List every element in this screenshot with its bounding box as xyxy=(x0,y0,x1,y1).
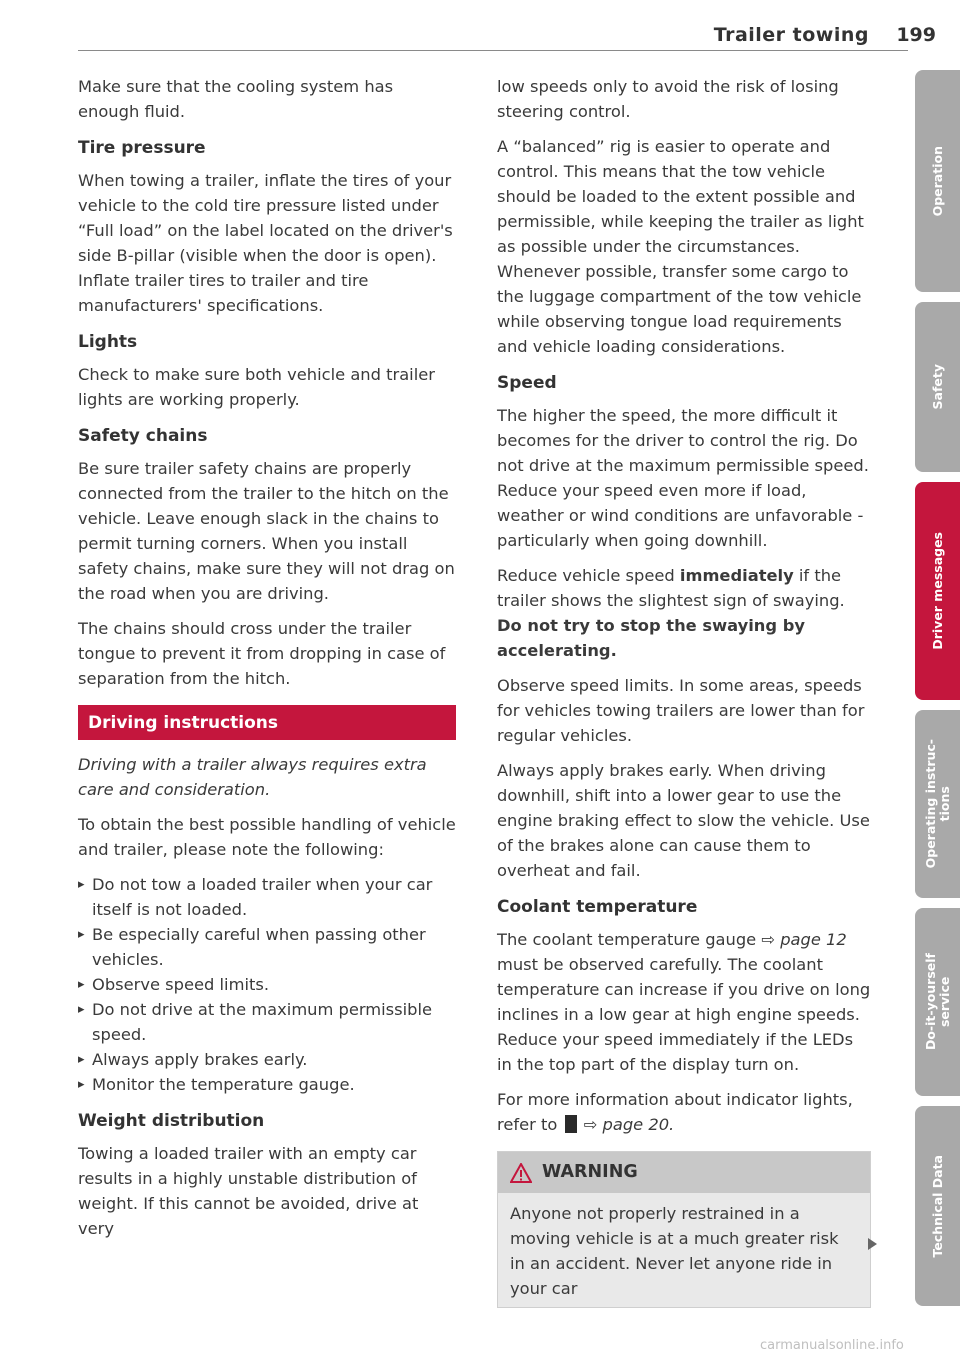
speed-emphasis: immediately xyxy=(679,566,794,585)
coolant-paragraph-2 xyxy=(497,1087,871,1137)
speed-text: Reduce vehicle speed xyxy=(497,566,680,585)
header-divider xyxy=(78,50,908,51)
list-item: ▸ Observe speed limits. xyxy=(78,972,456,997)
cooling-paragraph: Make sure that the cooling system has enough fluid. xyxy=(78,77,394,121)
lights-heading: Lights xyxy=(78,332,138,352)
driving-instructions-paragraph: To obtain the best possible handling of vehicle and trailer, please note the following: xyxy=(78,815,456,859)
footer-watermark: carmanualsonline.info xyxy=(760,1338,904,1353)
tab-driver-messages[interactable] xyxy=(915,482,960,700)
warning-box xyxy=(497,1151,871,1308)
running-header-title: Trailer towing xyxy=(713,24,869,46)
coolant-indicator-icon xyxy=(565,1115,577,1133)
tire-pressure-paragraph: When towing a trailer, inflate the tires of your vehicle to the cold tire pressure listed under “Full load” on the label located on the driver's side B-pillar (visible when the door is open). Inflate trailer tires to trailer and tire manufacturers' specifications. xyxy=(78,171,453,315)
speed-heading: Speed xyxy=(497,373,557,393)
speed-paragraph-3: Observe speed limits. In some areas, speeds for vehicles towing trailers are lower than for regular vehicles. xyxy=(497,676,865,745)
speed-paragraph-2 xyxy=(497,563,871,663)
driving-instructions-intro: Driving with a trailer always requires extra care and consideration. xyxy=(78,755,427,799)
tab-label: Safety xyxy=(929,364,945,410)
driving-instructions-section-bar: Driving instructions xyxy=(78,705,456,740)
safety-chains-paragraph-1: Be sure trailer safety chains are properly connected from the trailer to the hitch on the vehicle. Leave enough slack in the chains to permit turning corners. When you install safety chains, make sure they will not drag on the road when you are driving. xyxy=(78,459,455,603)
coolant-text: For more information about indicator lights, refer to xyxy=(497,1090,853,1134)
speed-text: if the trailer shows the slightest sign of swaying. xyxy=(497,566,845,610)
safety-chains-heading: Safety chains xyxy=(78,426,208,446)
list-item: ▸ Monitor the temperature gauge. xyxy=(78,1072,456,1097)
tab-label: Technical Data xyxy=(929,1154,945,1258)
coolant-text: The coolant temperature gauge xyxy=(497,930,762,949)
coolant-paragraph-1 xyxy=(497,927,871,1077)
tab-safety[interactable] xyxy=(915,302,960,472)
weight-distribution-heading: Weight distribution xyxy=(78,1111,265,1131)
speed-paragraph-4: Always apply brakes early. When driving downhill, shift into a lower gear to use the engine braking effect to slow the vehicle. Use of the brakes alone can cause them to overheat and fail. xyxy=(497,761,870,880)
tab-operating-instructions[interactable] xyxy=(915,710,960,898)
speed-emphasis-warning: Do not try to stop the swaying by accelerating. xyxy=(497,616,805,660)
tab-technical-data[interactable] xyxy=(915,1106,960,1306)
warning-label: WARNING xyxy=(542,1162,638,1182)
warning-text: Anyone not properly restrained in a moving vehicle is at a much greater risk in an accident. Never let anyone ride in your car xyxy=(498,1193,870,1307)
list-item: ▸ Always apply brakes early. xyxy=(78,1047,456,1072)
page-20-link[interactable]: ⇨ page 20. xyxy=(583,1115,675,1134)
coolant-text: must be observed carefully. The coolant temperature can increase if you drive on long inclines in a low gear at high engine speeds. Reduce your speed immediately if the LEDs in the top part of the display turn on. xyxy=(497,955,871,1074)
tab-label: Do-it-yourself service xyxy=(922,953,952,1051)
page-number: 199 xyxy=(896,24,936,46)
safety-chains-paragraph-2: The chains should cross under the trailer tongue to prevent it from dropping in case of separation from the hitch. xyxy=(78,619,446,688)
tab-label: Operation xyxy=(929,145,945,217)
weight-distribution-paragraph: Towing a loaded trailer with an empty car results in a highly unstable distribution of weight. If this cannot be avoided, drive at very xyxy=(78,1144,419,1238)
list-item: ▸ Do not tow a loaded trailer when your car itself is not loaded. xyxy=(78,872,456,922)
list-item: ▸ Do not drive at the maximum permissible speed. xyxy=(78,997,456,1047)
left-column xyxy=(78,74,456,1251)
coolant-heading: Coolant temperature xyxy=(497,897,698,917)
speed-paragraph-1: The higher the speed, the more difficult it becomes for the driver to control the rig. Do not drive at the maximum permissible speed. Reduce your speed even more if load, weather or wind conditions are unfavorable - particularly when going downhill. xyxy=(497,406,869,550)
page-12-link[interactable]: ⇨ page 12 xyxy=(761,930,847,949)
list-item: ▸ Be especially careful when passing other vehicles. xyxy=(78,922,456,972)
driving-instructions-list xyxy=(78,872,456,1097)
warning-header xyxy=(498,1152,870,1193)
warning-triangle-icon xyxy=(510,1163,532,1183)
tab-label: Operating instruc- tions xyxy=(922,739,952,869)
tab-do-it-yourself-service[interactable] xyxy=(915,908,960,1096)
balanced-rig-paragraph: A “balanced” rig is easier to operate and control. This means that the tow vehicle should be loaded to the extent possible and permissible, while keeping the trailer as light as possible under the circumstances. Whenever possible, transfer some cargo to the luggage compartment of the tow vehicle while observing tongue load requirements and vehicle loading considerations. xyxy=(497,137,864,356)
right-column xyxy=(497,74,871,1308)
tire-pressure-heading: Tire pressure xyxy=(78,138,206,158)
tab-label: Driver messages xyxy=(929,532,945,650)
lights-paragraph: Check to make sure both vehicle and trailer lights are working properly. xyxy=(78,365,435,409)
tab-operation[interactable] xyxy=(915,70,960,292)
continued-paragraph: low speeds only to avoid the risk of losing steering control. xyxy=(497,77,839,121)
continued-arrow-icon xyxy=(868,1238,877,1250)
